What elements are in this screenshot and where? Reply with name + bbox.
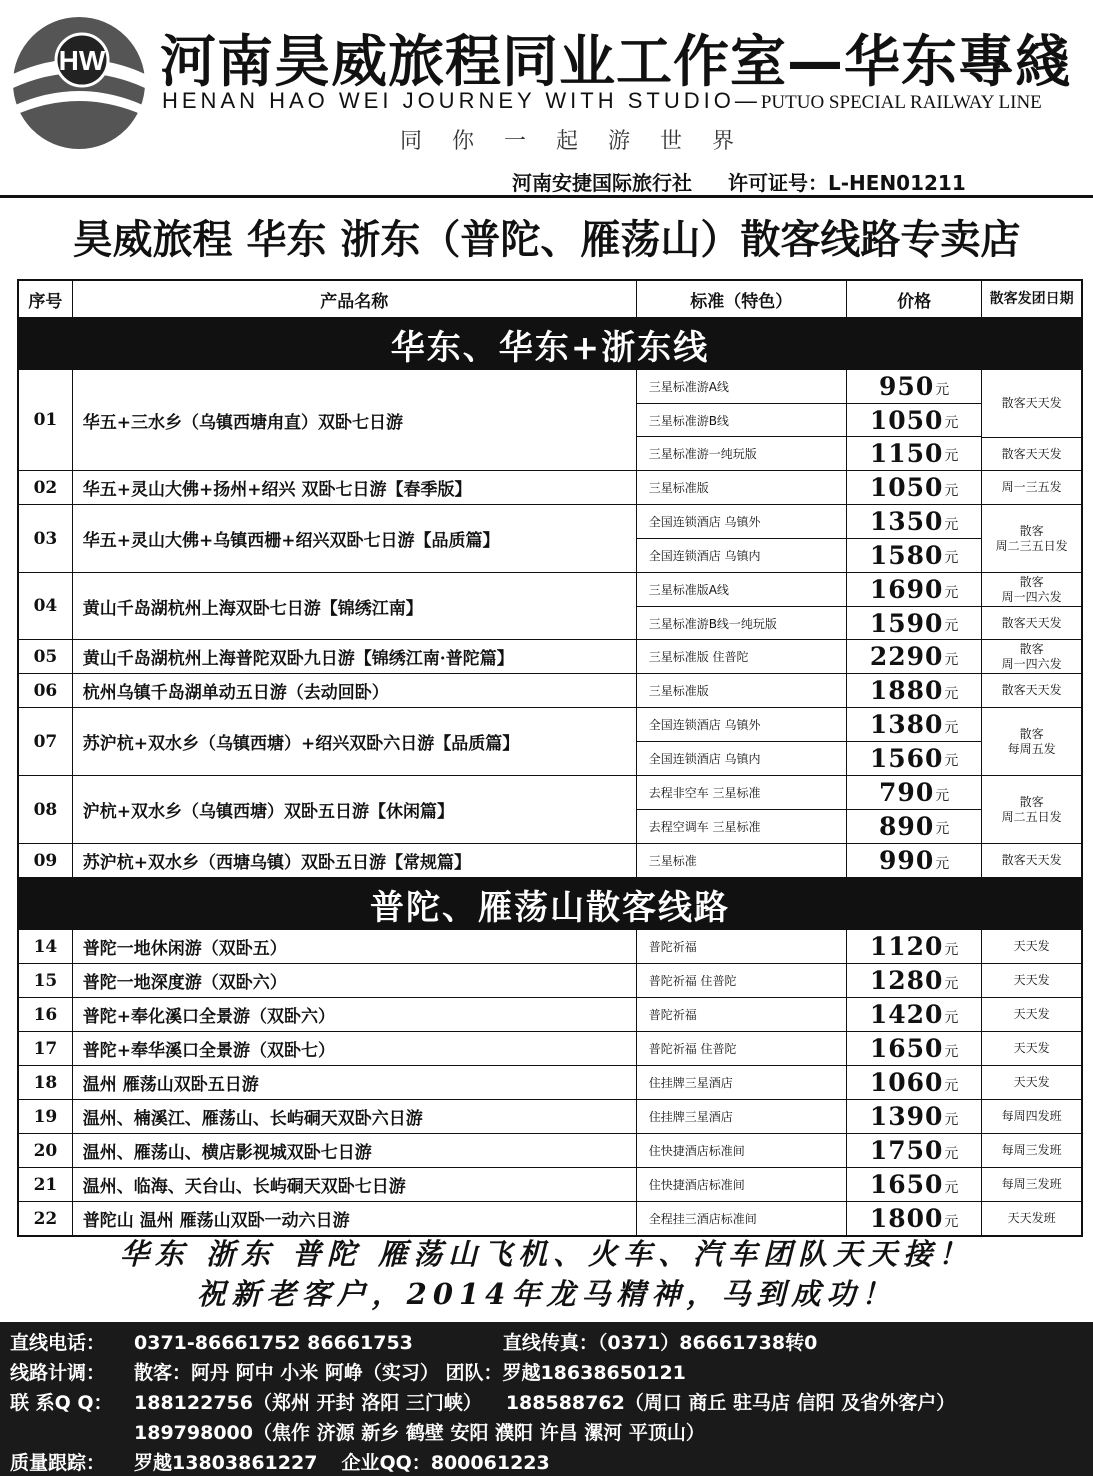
route-price <box>847 436 981 469</box>
price-value: 990 <box>879 846 935 875</box>
price-unit: 元 <box>935 788 950 804</box>
route-prices <box>846 844 981 877</box>
table-row <box>19 1031 1081 1065</box>
route-number: 01 <box>33 410 58 430</box>
route-prices <box>846 1134 981 1167</box>
route-standards <box>636 505 846 572</box>
route-prices <box>846 776 981 843</box>
route-standards <box>636 471 846 504</box>
route-standard: 三星标准游一纯玩版 <box>637 436 846 469</box>
corp-qq: 企业QQ：800061223 <box>341 1452 550 1474</box>
route-name: 黄山千岛湖杭州上海普陀双卧九日游【锦绣江南·普陀篇】 <box>72 640 636 673</box>
route-number: 05 <box>33 646 58 667</box>
route-standard: 三星标准版 住普陀 <box>648 650 749 664</box>
route-number: 18 <box>33 1072 58 1093</box>
company-logo-icon <box>10 14 148 152</box>
route-prices <box>846 370 981 470</box>
route-standards <box>636 1202 846 1235</box>
route-standard: 全程挂三酒店标准间 <box>648 1212 757 1226</box>
license-number: 许可证号：L-HEN01211 <box>728 171 966 195</box>
route-prices <box>846 998 981 1031</box>
route-prices <box>846 1202 981 1235</box>
header-price: 价格 <box>846 281 981 317</box>
route-prices <box>846 1100 981 1133</box>
route-number: 08 <box>33 799 58 820</box>
route-number: 02 <box>33 477 58 498</box>
route-dates <box>981 471 1081 504</box>
route-standard: 普陀祈福 住普陀 <box>648 1042 737 1056</box>
table-header-row <box>19 281 1081 317</box>
route-prices <box>846 1168 981 1201</box>
contact-quality-line <box>10 1448 1093 1476</box>
route-standards <box>636 964 846 997</box>
table-row <box>19 370 1081 470</box>
route-prices <box>846 708 981 775</box>
section-east-china-rows <box>19 370 1081 877</box>
route-standard: 住挂牌三星酒店 <box>648 1076 733 1090</box>
price-value: 1590 <box>869 608 944 638</box>
table-row <box>19 1167 1081 1201</box>
brand-en-sub: PUTUO SPECIAL RAILWAY LINE <box>760 92 1042 113</box>
route-name: 黄山千岛湖杭州上海双卧七日游【锦绣江南】 <box>72 573 636 639</box>
route-price <box>847 471 981 504</box>
price-value: 1150 <box>869 438 944 468</box>
price-unit: 元 <box>944 483 959 499</box>
qq-number-2: 188588762（周口 商丘 驻马店 信阳 及省外客户） <box>505 1392 956 1414</box>
price-unit: 元 <box>935 382 950 398</box>
route-price <box>847 370 981 403</box>
price-value: 1050 <box>869 405 944 435</box>
route-price <box>847 606 981 639</box>
route-number: 03 <box>33 528 58 549</box>
price-value: 1120 <box>869 932 944 961</box>
route-dates <box>981 776 1081 843</box>
departure-date: 散客天天发 <box>982 437 1081 470</box>
route-dates <box>981 505 1081 572</box>
contact-qq-line <box>10 1388 1093 1418</box>
price-value: 950 <box>879 372 935 401</box>
table-row <box>19 639 1081 673</box>
departure-date: 天天发 <box>981 964 1081 997</box>
price-unit: 元 <box>935 856 950 872</box>
departure-date: 天天发 <box>981 1032 1081 1065</box>
route-standard: 去程非空车 三星标准 <box>648 786 761 800</box>
shop-title: 昊威旅程 华东 浙东（普陀、雁荡山）散客线路专卖店 <box>72 217 1021 263</box>
departure-date: 散客 周二五日发 <box>1001 794 1062 824</box>
table-row <box>19 1133 1081 1167</box>
header-dates: 散客发团日期 <box>981 281 1081 317</box>
header-no: 序号 <box>28 291 63 312</box>
price-value: 890 <box>879 811 935 841</box>
route-standards <box>636 1032 846 1065</box>
route-standard: 普陀祈福 住普陀 <box>648 974 737 988</box>
contact-dispatch-line <box>10 1358 1093 1388</box>
route-price <box>847 964 981 997</box>
table-row <box>19 775 1081 843</box>
departure-date: 散客 周一四六发 <box>1001 574 1062 604</box>
route-standard: 三星标准版 <box>648 481 709 495</box>
contact-qq-line-2 <box>10 1418 1093 1448</box>
route-standards <box>636 844 846 877</box>
promo-line-2: 祝新老客户，2014年龙马精神，马到成功！ <box>196 1277 897 1311</box>
route-dates <box>981 708 1081 775</box>
table-row <box>19 707 1081 775</box>
route-price <box>847 998 981 1031</box>
route-standard: 普陀祈福 <box>648 940 697 954</box>
table-row <box>19 1201 1081 1235</box>
route-number: 21 <box>33 1174 58 1195</box>
price-unit: 元 <box>944 585 959 601</box>
phone-number: 0371-86661752 86661753 <box>134 1332 413 1354</box>
table-row <box>19 673 1081 707</box>
route-price <box>847 930 981 963</box>
price-unit: 元 <box>944 720 959 736</box>
route-name: 普陀一地休闲游（双卧五） <box>72 930 636 963</box>
route-price <box>847 1134 981 1167</box>
price-unit: 元 <box>944 1112 959 1128</box>
section-east-china: 华东、华东+浙东线 <box>19 317 1081 370</box>
contact-phone-line <box>10 1328 1093 1358</box>
departure-date: 散客 周一四六发 <box>1001 641 1062 671</box>
route-standards <box>636 1066 846 1099</box>
price-value: 1750 <box>869 1136 944 1165</box>
route-price <box>847 640 981 673</box>
route-prices <box>846 1032 981 1065</box>
route-standard: 全国连锁酒店 乌镇内 <box>637 538 846 571</box>
routes-table <box>17 279 1083 1237</box>
route-standards <box>636 1100 846 1133</box>
departure-date: 天天发 <box>981 930 1081 963</box>
route-standard: 普陀祈福 <box>648 1008 697 1022</box>
route-price <box>847 708 981 741</box>
route-standard: 住快捷酒店标准间 <box>648 1178 745 1192</box>
price-unit: 元 <box>944 753 959 769</box>
price-unit: 元 <box>944 448 959 464</box>
route-standard: 去程空调车 三星标准 <box>637 809 846 842</box>
route-number: 16 <box>33 1004 58 1025</box>
departure-date: 天天发班 <box>981 1202 1081 1235</box>
table-row <box>19 930 1081 963</box>
route-price <box>847 1202 981 1235</box>
price-unit: 元 <box>944 1010 959 1026</box>
route-number: 20 <box>33 1140 58 1161</box>
route-number: 17 <box>33 1038 58 1059</box>
route-number: 22 <box>33 1208 58 1229</box>
route-standard: 住快捷酒店标准间 <box>648 1144 745 1158</box>
route-price <box>847 741 981 774</box>
route-prices <box>846 640 981 673</box>
departure-date: 每周三发班 <box>981 1168 1081 1201</box>
route-prices <box>846 674 981 707</box>
route-standards <box>636 1134 846 1167</box>
route-price <box>847 505 981 538</box>
departure-date: 天天发 <box>981 1066 1081 1099</box>
contact-panel <box>0 1322 1093 1476</box>
route-price <box>847 403 981 436</box>
route-price <box>847 844 981 877</box>
qq-number-3: 189798000（焦作 济源 新乡 鹤壁 安阳 濮阳 许昌 漯河 平顶山） <box>134 1422 705 1444</box>
route-name: 华五+三水乡（乌镇西塘甪直）双卧七日游 <box>72 370 636 470</box>
section-putuo-rows <box>19 930 1081 1235</box>
slogan: 同你一起游世界 <box>400 129 765 154</box>
table-row <box>19 963 1081 997</box>
route-number: 19 <box>33 1106 58 1127</box>
route-number: 07 <box>33 731 58 752</box>
fax-number: （0371）86661738转0 <box>597 1332 818 1354</box>
route-number: 15 <box>33 970 58 991</box>
price-value: 1050 <box>869 473 944 502</box>
departure-date: 天天发 <box>981 998 1081 1031</box>
route-standards <box>636 1168 846 1201</box>
route-standards <box>636 930 846 963</box>
route-prices <box>846 1066 981 1099</box>
agency-line <box>512 167 1002 196</box>
price-unit: 元 <box>944 1044 959 1060</box>
route-price <box>847 573 981 606</box>
brand-subtitle <box>162 88 1042 114</box>
route-dates <box>981 844 1081 877</box>
route-prices <box>846 930 981 963</box>
route-standards <box>636 370 846 470</box>
price-unit: 元 <box>944 942 959 958</box>
route-standard: 三星标准游A线 <box>648 380 729 394</box>
route-name: 沪杭+双水乡（乌镇西塘）双卧五日游【休闲篇】 <box>72 776 636 843</box>
price-value: 1280 <box>869 966 944 995</box>
price-value: 1650 <box>869 1034 944 1063</box>
route-price <box>847 1032 981 1065</box>
route-prices <box>846 471 981 504</box>
price-unit: 元 <box>944 1180 959 1196</box>
route-standard: 三星标准 <box>648 854 697 868</box>
route-number: 14 <box>33 936 58 957</box>
brand-en-main: HENAN HAO WEI JOURNEY WITH STUDIO— <box>162 88 761 113</box>
route-price <box>847 1100 981 1133</box>
route-price <box>847 674 981 707</box>
route-dates <box>981 370 1081 470</box>
route-name: 杭州乌镇千岛湖单动五日游（去动回卧） <box>72 674 636 707</box>
qq-label: 联 系Q Q： <box>10 1392 113 1414</box>
section-putuo-yandang: 普陀、雁荡山散客线路 <box>19 877 1081 930</box>
price-value: 1800 <box>869 1204 944 1233</box>
departure-date: 散客 每周五发 <box>1007 726 1056 756</box>
quality-contact: 罗越13803861227 <box>134 1452 318 1474</box>
price-unit: 元 <box>944 618 959 634</box>
route-standards <box>636 640 846 673</box>
route-number: 04 <box>33 596 58 616</box>
price-unit: 元 <box>944 517 959 533</box>
route-standard: 全国连锁酒店 乌镇内 <box>637 741 846 774</box>
price-unit: 元 <box>944 686 959 702</box>
price-value: 1560 <box>869 743 944 773</box>
price-unit: 元 <box>935 821 950 837</box>
departure-date: 周一三五发 <box>1001 480 1062 494</box>
departure-date: 每周三发班 <box>981 1134 1081 1167</box>
route-standard: 三星标准版A线 <box>648 583 729 597</box>
promo-line-1: 华东 浙东 普陀 雁荡山飞机、火车、汽车团队天天接！ <box>119 1237 974 1271</box>
header <box>0 0 1093 198</box>
route-name: 苏沪杭+双水乡（乌镇西塘）+绍兴双卧六日游【品质篇】 <box>72 708 636 775</box>
table-row <box>19 470 1081 504</box>
route-standards <box>636 708 846 775</box>
route-dates <box>981 573 1081 639</box>
route-price <box>847 1168 981 1201</box>
price-value: 1650 <box>869 1170 944 1199</box>
brand-title: 河南昊威旅程同业工作室—华东專綫 <box>160 30 1072 95</box>
table-row <box>19 504 1081 572</box>
table-row <box>19 997 1081 1031</box>
price-value: 1580 <box>869 540 944 570</box>
price-value: 1390 <box>869 1102 944 1131</box>
price-value: 1380 <box>869 710 944 739</box>
route-dates <box>981 674 1081 707</box>
price-unit: 元 <box>944 1146 959 1162</box>
logo-text: HW <box>58 45 106 76</box>
departure-date: 散客天天发 <box>982 606 1081 639</box>
route-name: 普陀+奉华溪口全景游（双卧七） <box>72 1032 636 1065</box>
route-standard: 三星标准游B线一纯玩版 <box>637 606 846 639</box>
price-value: 1420 <box>869 1000 944 1029</box>
route-standards <box>636 998 846 1031</box>
route-standards <box>636 674 846 707</box>
agency-name: 河南安捷国际旅行社 <box>512 171 692 195</box>
route-name: 温州、雁荡山、横店影视城双卧七日游 <box>72 1134 636 1167</box>
price-value: 1060 <box>869 1068 944 1097</box>
route-prices <box>846 505 981 572</box>
qq-number-1: 188122756（郑州 开封 洛阳 三门峡） <box>134 1392 482 1414</box>
route-standard: 全国连锁酒店 乌镇外 <box>648 718 761 732</box>
route-standard: 全国连锁酒店 乌镇外 <box>648 515 761 529</box>
route-dates <box>981 640 1081 673</box>
price-unit: 元 <box>944 1214 959 1230</box>
route-prices <box>846 573 981 639</box>
table-row <box>19 1065 1081 1099</box>
departure-date: 散客天天发 <box>1001 853 1062 867</box>
header-standard: 标准（特色） <box>636 281 846 317</box>
price-unit: 元 <box>944 652 959 668</box>
route-name: 普陀山 温州 雁荡山双卧一动六日游 <box>72 1202 636 1235</box>
price-unit: 元 <box>944 415 959 431</box>
table-row <box>19 843 1081 877</box>
route-price <box>847 776 981 809</box>
phone-label: 直线电话： <box>10 1332 106 1354</box>
route-name: 温州 雁荡山双卧五日游 <box>72 1066 636 1099</box>
header-name: 产品名称 <box>72 281 636 317</box>
route-number: 09 <box>33 850 58 871</box>
route-prices <box>846 964 981 997</box>
route-name: 温州、临海、天台山、长屿硐天双卧七日游 <box>72 1168 636 1201</box>
departure-date: 散客天天发 <box>1001 396 1062 410</box>
departure-date: 散客天天发 <box>1001 683 1062 697</box>
price-unit: 元 <box>944 976 959 992</box>
quality-label: 质量跟踪： <box>10 1452 106 1474</box>
route-standards <box>636 776 846 843</box>
route-standards <box>636 573 846 639</box>
route-name: 温州、楠溪江、雁荡山、长屿硐天双卧六日游 <box>72 1100 636 1133</box>
departure-date: 每周四发班 <box>981 1100 1081 1133</box>
route-standard: 三星标准游B线 <box>637 403 846 436</box>
route-name: 普陀一地深度游（双卧六） <box>72 964 636 997</box>
route-price <box>847 809 981 842</box>
dispatch-label: 线路计调： <box>10 1362 106 1384</box>
route-standard: 三星标准版 <box>648 684 709 698</box>
price-unit: 元 <box>944 550 959 566</box>
promo-banner <box>0 1234 1093 1314</box>
route-standard: 住挂牌三星酒店 <box>648 1110 733 1124</box>
price-unit: 元 <box>944 1078 959 1094</box>
price-value: 1350 <box>869 507 944 536</box>
route-price <box>847 538 981 571</box>
route-name: 华五+灵山大佛+扬州+绍兴 双卧七日游【春季版】 <box>72 471 636 504</box>
price-value: 1690 <box>869 575 944 604</box>
price-value: 2290 <box>869 642 944 671</box>
table-row <box>19 572 1081 639</box>
route-name: 普陀+奉化溪口全景游（双卧六） <box>72 998 636 1031</box>
price-value: 1880 <box>869 676 944 705</box>
route-price <box>847 1066 981 1099</box>
dispatch-staff: 散客：阿丹 阿中 小米 阿峥（实习） 团队：罗越18638650121 <box>134 1362 686 1384</box>
departure-date: 散客 周二三五日发 <box>995 523 1068 553</box>
route-name: 苏沪杭+双水乡（西塘乌镇）双卧五日游【常规篇】 <box>72 844 636 877</box>
table-row <box>19 1099 1081 1133</box>
route-number: 06 <box>33 680 58 701</box>
price-value: 790 <box>879 778 935 807</box>
route-name: 华五+灵山大佛+乌镇西栅+绍兴双卧七日游【品质篇】 <box>72 505 636 572</box>
fax-label: 直线传真： <box>502 1332 598 1354</box>
